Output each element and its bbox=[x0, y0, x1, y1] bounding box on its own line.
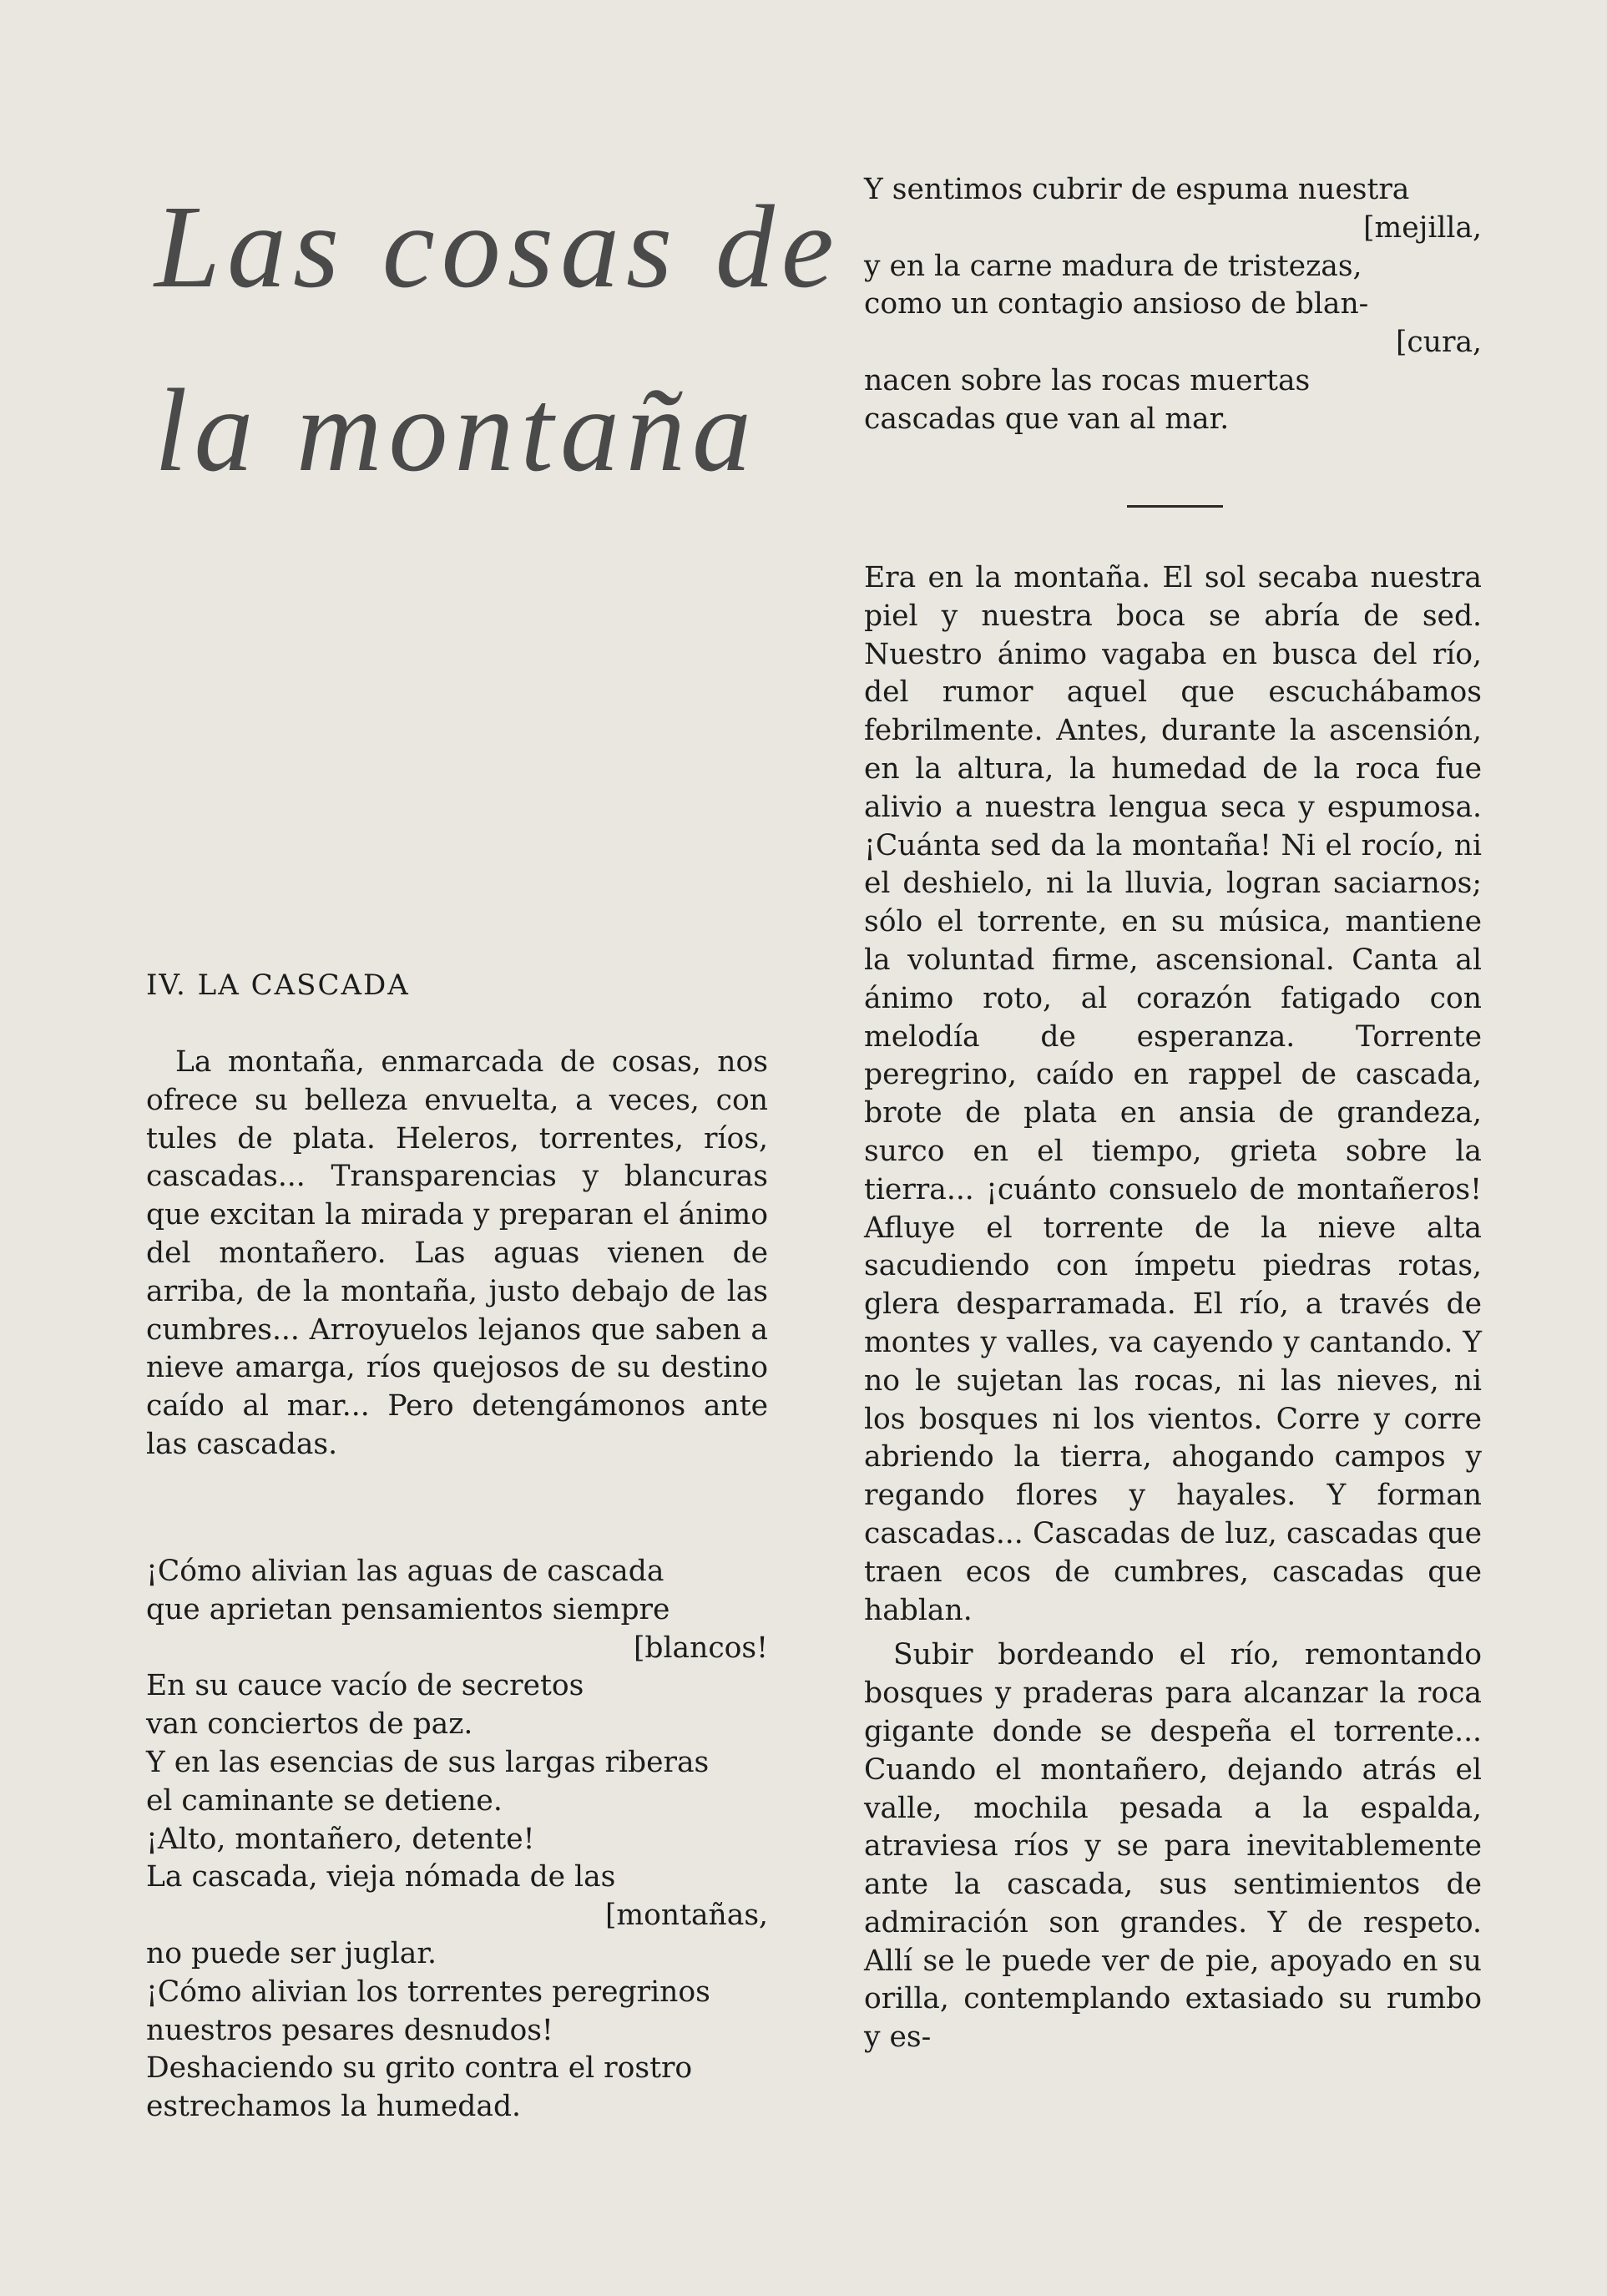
poem-line-continuation: [mejilla, bbox=[1363, 210, 1482, 245]
poem-line: como un contagio ansioso de blan- bbox=[864, 287, 1369, 321]
left-prose-paragraph: La montaña, enmarcada de cosas, nos ofrece su belleza envuelta, a veces, con tules de plata. Heleros, torrentes, ríos, cascadas... Transparencias y blancuras que excitan la mirada y preparan el ánimo del montañero. Las aguas vienen de arriba, de la montaña, justo debajo de las cumbres... Arroyuelos lejanos que saben a nieve amarga, ríos quejosos de su destino caído al mar... Pero detengámonos ante las cascadas. bbox=[146, 1045, 768, 1461]
poem-line: ¡Cómo alivian las aguas de cascada bbox=[146, 1555, 665, 1588]
poem-line: ¡Alto, montañero, detente! bbox=[146, 1822, 535, 1856]
poem-line: Y sentimos cubrir de espuma nuestra bbox=[864, 173, 1410, 206]
poem-line: van conciertos de paz. bbox=[146, 1707, 473, 1742]
right-prose-paragraph-2: Subir bordeando el río, remontando bosques y praderas para alcanzar la roca gigante donde se despeña el torrente... Cuando el montañero, dejando atrás el valle, mochila pesada a la espalda, atraviesa ríos y se para inevitablemente ante la cascada, sus sentimientos de admiración son grandes. Y de respeto. Allí se le puede ver de pie, apoyado en su orilla, contemplando extasiado su rumbo y es- bbox=[864, 1638, 1482, 2055]
left-prose bbox=[146, 1044, 768, 1464]
poem-line: no puede ser juglar. bbox=[146, 1936, 437, 1970]
right-prose bbox=[864, 559, 1482, 2057]
article-title bbox=[154, 154, 841, 522]
section-heading: IV. LA CASCADA bbox=[146, 968, 410, 1002]
poem-line: La cascada, vieja nómada de las bbox=[146, 1860, 616, 1894]
left-poem bbox=[146, 1553, 768, 2127]
poem-line-continuation: [cura, bbox=[1395, 326, 1482, 360]
poem-line: Y en las esencias de sus largas riberas bbox=[146, 1745, 710, 1779]
poem-line: En su cauce vacío de secretos bbox=[146, 1669, 584, 1703]
poem-line: que aprietan pensamientos siempre bbox=[146, 1592, 670, 1626]
right-prose-paragraph-1: Era en la montaña. El sol secaba nuestra piel y nuestra boca se abría de sed. Nuestro ánimo vagaba en busca del río, del rumor aquel que escuchábamos febrilmente. Antes, durante la ascensión, en la altura, la humedad de la roca fue alivio a nuestra lengua seca y espumosa. ¡Cuánta sed da la montaña! Ni el rocío, ni el deshielo, ni la lluvia, logran saciarnos; sólo el torrente, en su música, mantiene la voluntad firme, ascensional. Canta al ánimo roto, al corazón fatigado con melodía de esperanza. Torrente peregrino, caído en rappel de cascada, brote de plata en ansia de grandeza, surco en el tiempo, grieta sobre la tierra... ¡cuánto consuelo de montañeros! Afluye el torrente de la nieve alta sacudiendo con ímpetu piedras rotas, glera desparramada. El río, a través de montes y valles, va cayendo y cantando. Y no le sujetan las rocas, ni las nieves, ni los bosques ni los vientos. Corre y corre abriendo la tierra, ahogando campos y regando flores y hayales. Y forman cascadas... Cascadas de luz, cascadas que traen ecos de cumbres, cascadas que hablan. bbox=[864, 561, 1482, 1627]
section-divider bbox=[1127, 505, 1223, 508]
poem-line: nacen sobre las rocas muertas bbox=[864, 363, 1311, 397]
poem-line-continuation: [blancos! bbox=[633, 1631, 768, 1665]
poem-line: el caminante se detiene. bbox=[146, 1783, 503, 1818]
poem-line: estrechamos la humedad. bbox=[146, 2090, 522, 2124]
poem-line: cascadas que van al mar. bbox=[864, 402, 1230, 436]
poem-line-continuation: [montañas, bbox=[604, 1899, 768, 1933]
poem-line: nuestros pesares desnudos! bbox=[146, 2013, 553, 2047]
title-line-1: Las cosas de bbox=[154, 180, 841, 312]
right-poem bbox=[864, 171, 1482, 439]
poem-line: ¡Cómo alivian los torrentes peregrinos bbox=[146, 1975, 710, 2009]
poem-line: y en la carne madura de tristezas, bbox=[864, 249, 1362, 283]
poem-line: Deshaciendo su grito contra el rostro bbox=[146, 2051, 693, 2086]
title-line-2: la montaña bbox=[154, 364, 758, 496]
